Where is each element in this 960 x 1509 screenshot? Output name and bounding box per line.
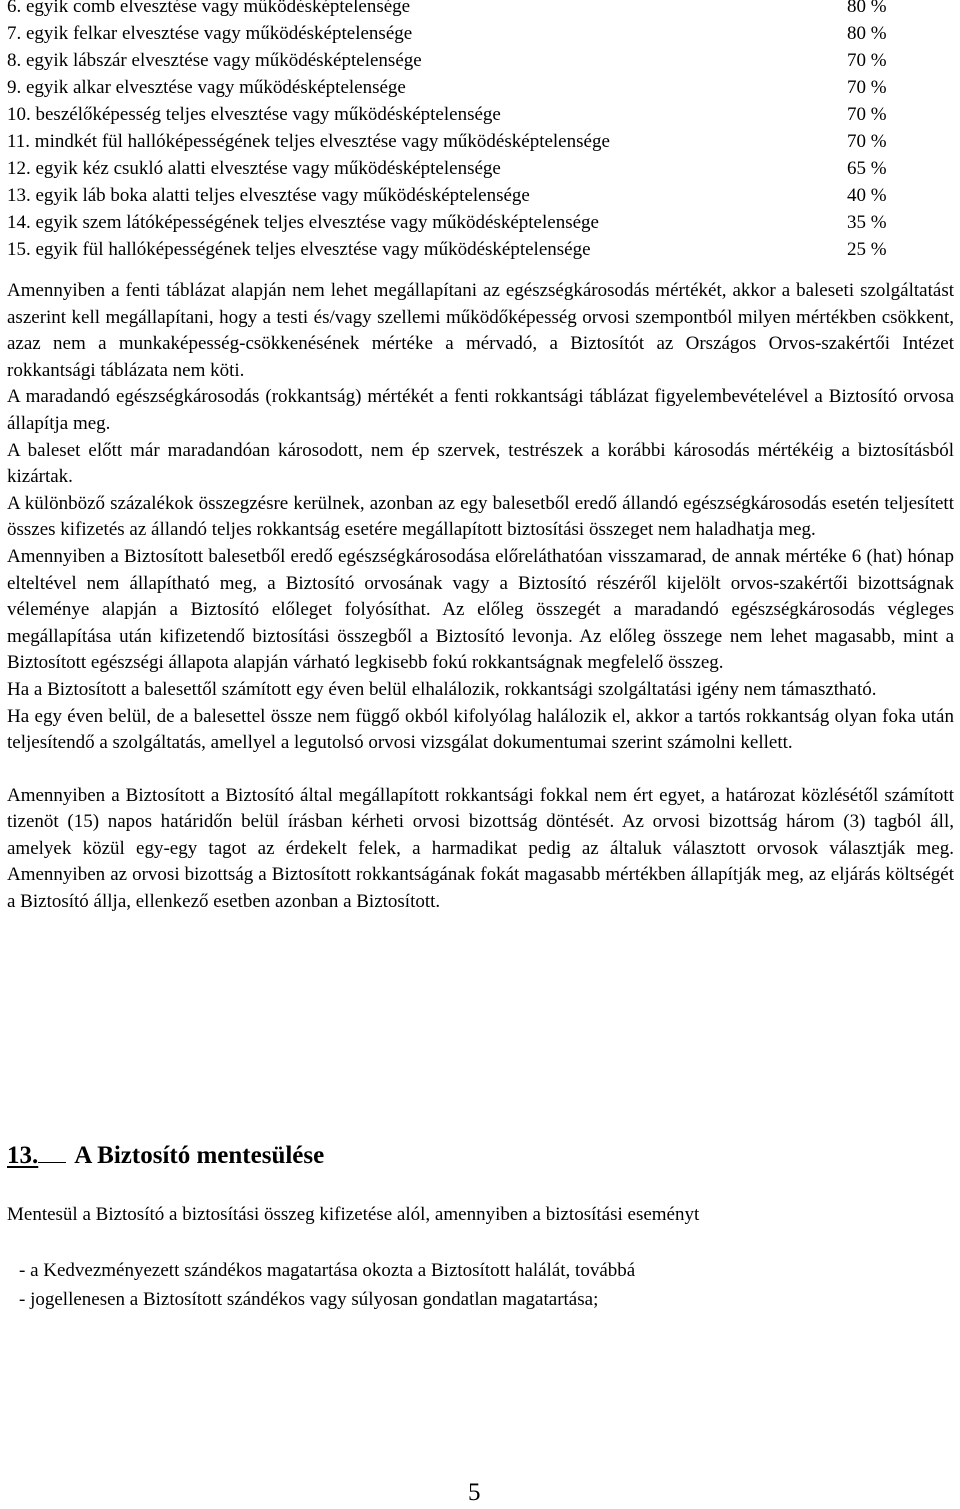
paragraph: A különböző százalékok összegzésre kerülnek, azonban az egy balesetből eredő állandó egészségkárosodás esetén teljesített összes kifizetés az állandó teljes rokkantság esetére megállapított biztosítási összeget nem haladhatja meg. xyxy=(7,492,954,541)
paragraph-spacer xyxy=(7,757,954,783)
paragraph: Amennyiben a Biztosított a Biztosító által megállapított rokkantsági fokkal nem ért egyet, a határozat közlésétől számított tizenöt (15) napos határidőn belül írásban kérheti orvosi bizottság döntését. Az orvosi bizottság három (3) tagból áll, amelyek közül egy-egy tagot az érdekelt felek, a harmadikat pedig az általuk választott orvosok választják meg. Amennyiben az orvosi bizottság a Biztosított rokkantságának fokát magasabb mértékben állapítják meg, az eljárás költségét a Biztosító állja, ellenkező esetben azonban a Biztosított. xyxy=(7,784,954,913)
paragraph: A maradandó egészségkárosodás (rokkantság) mértékét a fenti rokkantsági táblázat figyelembevételével a Biztosító orvosa állapítja meg. xyxy=(7,386,954,434)
row-percentage: 80 % xyxy=(847,23,887,44)
section-title: A Biztosító mentesülése xyxy=(74,1142,325,1169)
table-row xyxy=(7,155,907,182)
row-label: 12. egyik kéz csukló alatti elvesztése vagy működésképtelensége xyxy=(7,158,501,179)
table-row xyxy=(7,20,907,47)
table-row xyxy=(7,182,907,209)
row-label: 9. egyik alkar elvesztése vagy működésképtelensége xyxy=(7,77,406,98)
body-text xyxy=(7,278,954,916)
section-heading xyxy=(7,1136,324,1176)
row-percentage: 70 % xyxy=(847,50,887,71)
row-label: 6. egyik comb elvesztése vagy működésképtelensége xyxy=(7,0,411,17)
list-item: - jogellenesen a Biztosított szándékos vagy súlyosan gondatlan magatartása; xyxy=(19,1289,599,1310)
paragraph: Ha egy éven belül, de a balesettel össze nem függő okból kifolyólag halálozik el, akkor a tartós rokkantság olyan foka után teljesítendő a szolgáltatás, amellyel a legutolsó orvosi vizsgálat dokumentumai szerint számolni kellett. xyxy=(7,705,954,754)
exemption-list xyxy=(19,1256,635,1314)
paragraph: Amennyiben a Biztosított balesetből eredő egészségkárosodása előreláthatóan visszamarad, de annak mértéke 6 (hat) hónap elteltével nem állapítható meg, a Biztosító orvosának vagy a Biztosító részéről kijelölt orvos-szakértői bizottságnak véleménye alapján a Biztosító előleget folyósíthat. Az előleg összegét a maradandó egészségkárosodás végleges megállapítása után kifizetendő biztosítási összegből a Biztosító levonja. Az előleg összege nem lehet magasabb, mint a Biztosított egészségi állapota alapján várható legkisebb fokú rokkantságnak megfelelő összeg. xyxy=(7,545,954,674)
paragraph: Ha a Biztosított a balesettől számított egy éven belül elhalálozik, rokkantsági szolgáltatási igény nem támasztható. xyxy=(7,678,877,700)
row-label: 14. egyik szem látóképességének teljes elvesztése vagy működésképtelensége xyxy=(7,212,599,233)
paragraph: Amennyiben a fenti táblázat alapján nem lehet megállapítani az egészségkárosodás mértékét, akkor a baleseti szolgáltatást aszerint kell megállapítani, hogy a testi és/vagy szellemi működőképesség orvosi szempontból milyen mértékben csökkent, azaz nem a munkaképesség-csökkenésének mértéke a mérvadó, a Biztosítót az Országos Orvos-szakértői Intézet rokkantsági táblázata nem köti. xyxy=(7,280,954,381)
row-label: 7. egyik felkar elvesztése vagy működésképtelensége xyxy=(7,23,413,44)
row-label: 10. beszélőképesség teljes elvesztése vagy működésképtelensége xyxy=(7,104,501,125)
heading-underline xyxy=(38,1140,66,1163)
table-row xyxy=(7,128,907,155)
row-percentage: 25 % xyxy=(847,239,887,260)
row-percentage: 70 % xyxy=(847,131,887,152)
paragraph: A baleset előtt már maradandóan károsodott, nem ép szervek, testrészek a korábbi károsodás mértékéig a biztosításból kizártak. xyxy=(7,439,954,488)
table-row xyxy=(7,101,907,128)
row-percentage: 70 % xyxy=(847,77,887,98)
row-label: 15. egyik fül hallóképességének teljes elvesztése vagy működésképtelensége xyxy=(7,239,591,260)
row-percentage: 80 % xyxy=(847,0,887,17)
row-percentage: 35 % xyxy=(847,212,887,233)
row-label: 13. egyik láb boka alatti teljes elvesztése vagy működésképtelensége xyxy=(7,185,530,206)
table-row xyxy=(7,74,907,101)
section-lead: Mentesül a Biztosító a biztosítási összeg kifizetése alól, amennyiben a biztosítási eseményt xyxy=(7,1204,700,1225)
section-number: 13. xyxy=(7,1142,39,1169)
table-row xyxy=(7,0,907,20)
table-row xyxy=(7,236,907,263)
row-percentage: 65 % xyxy=(847,158,887,179)
page-number: 5 xyxy=(468,1479,481,1506)
row-percentage: 70 % xyxy=(847,104,887,125)
disability-percentage-table xyxy=(7,0,907,263)
row-percentage: 40 % xyxy=(847,185,887,206)
row-label: 11. mindkét fül hallóképességének teljes elvesztése vagy működésképtelensége xyxy=(7,131,610,152)
row-label: 8. egyik lábszár elvesztése vagy működésképtelensége xyxy=(7,50,422,71)
table-row xyxy=(7,47,907,74)
list-item: - a Kedvezményezett szándékos magatartása okozta a Biztosított halálát, továbbá xyxy=(19,1260,636,1281)
table-row xyxy=(7,209,907,236)
